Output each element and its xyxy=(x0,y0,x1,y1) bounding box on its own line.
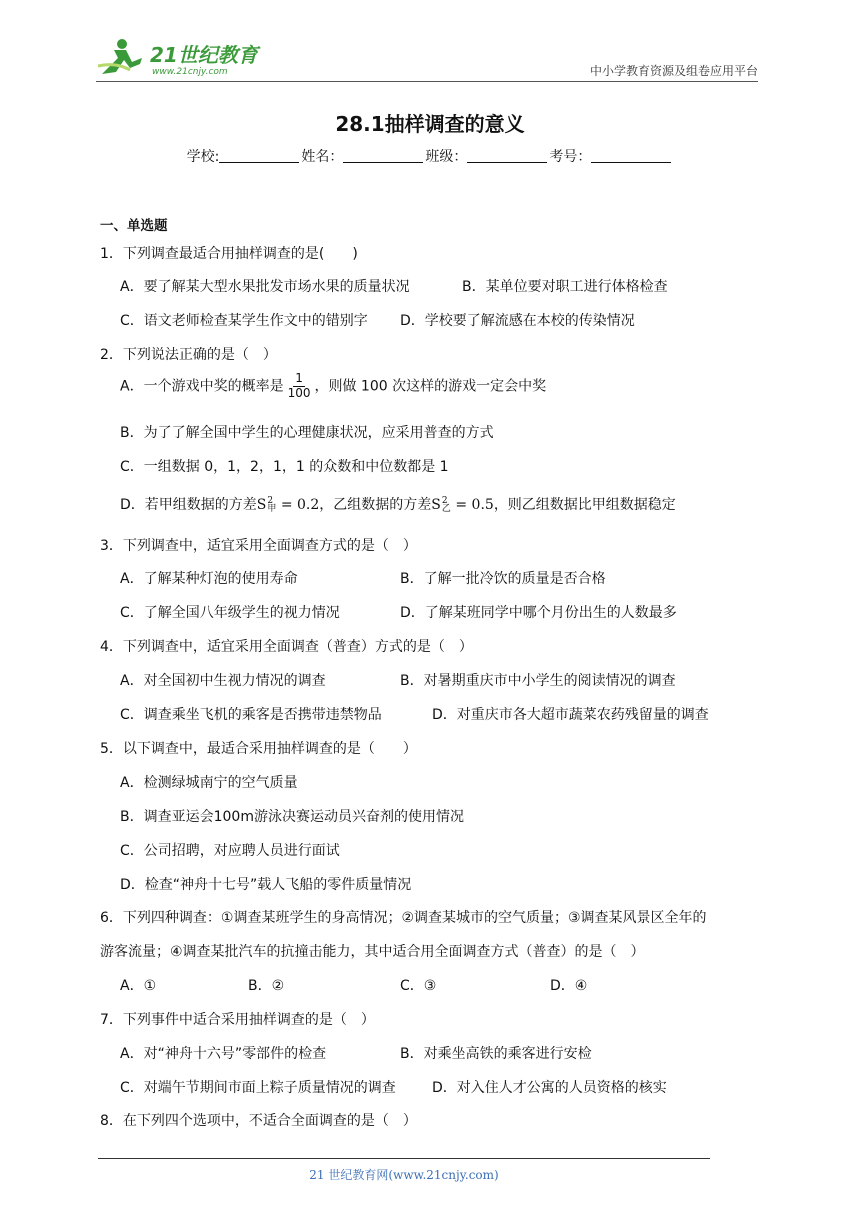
q7-option-c: C．对端午节期间市面上粽子质量情况的调查 xyxy=(120,1080,396,1096)
variance-symbol: S xyxy=(256,497,267,513)
question-8: 8．在下列四个选项中，不适合全面调查的是（ ） xyxy=(100,1113,417,1129)
question-1: 1．下列调查最适合用抽样调查的是( ) xyxy=(100,246,358,262)
question-7: 7．下列事件中适合采用抽样调查的是（ ） xyxy=(100,1012,375,1028)
header-divider xyxy=(96,81,758,82)
student-info xyxy=(0,146,860,166)
fraction xyxy=(286,372,313,401)
footer-divider xyxy=(98,1158,710,1159)
class-label: 班级： xyxy=(425,149,468,165)
q4-option-c: C．调查乘坐飞机的乘客是否携带违禁物品 xyxy=(120,707,382,723)
name-blank xyxy=(343,150,423,163)
q4-option-a: A．对全国初中生视力情况的调查 xyxy=(120,673,326,689)
variance-2 xyxy=(431,497,494,513)
variance-symbol: S xyxy=(431,497,441,513)
q7-option-d: D．对入住人才公寓的人员资格的核实 xyxy=(432,1080,667,1096)
q6-option-a: A．① xyxy=(120,978,157,994)
q2-option-b: B．为了了解全国中学生的心理健康状况，应采用普查的方式 xyxy=(120,425,494,441)
q2-d-text-2: ，乙组数据的方差 xyxy=(319,497,432,513)
q6-option-b: B．② xyxy=(248,978,285,994)
page-header xyxy=(96,36,758,82)
q2-option-d xyxy=(120,494,676,514)
variance-1 xyxy=(257,497,320,513)
q3-option-a: A．了解某种灯泡的使用寿命 xyxy=(120,571,298,587)
q1-option-b: B．某单位要对职工进行体格检查 xyxy=(462,279,668,295)
fraction-denominator: 100 xyxy=(287,385,311,400)
question-2: 2．下列说法正确的是（ ） xyxy=(100,347,277,363)
variance-sub: 乙 xyxy=(441,504,451,514)
q5-option-d: D．检查“神舟十七号”载人飞船的零件质量情况 xyxy=(120,877,412,893)
q5-option-a: A．检测绿城南宁的空气质量 xyxy=(120,775,298,791)
q3-option-c: C．了解全国八年级学生的视力情况 xyxy=(120,605,340,621)
q5-option-c: C．公司招聘，对应聘人员进行面试 xyxy=(120,843,340,859)
variance-value: = 0.2 xyxy=(276,497,320,513)
page-title: 28.1抽样调查的意义 xyxy=(335,112,525,136)
school-blank xyxy=(219,150,299,163)
q2-a-text-2: ，则做 100 次这样的游戏一定会中奖 xyxy=(314,378,547,395)
q3-option-d: D．了解某班同学中哪个月份出生的人数最多 xyxy=(400,605,677,621)
platform-name: 中小学教育资源及组卷应用平台 xyxy=(589,64,758,78)
svg-text:www.21cnjy.com: www.21cnjy.com xyxy=(152,67,228,77)
name-label: 姓名： xyxy=(301,149,344,165)
exam-no-blank xyxy=(591,150,671,163)
variance-sup: 2 xyxy=(441,495,448,506)
school-label: 学校: xyxy=(186,149,220,165)
exam-no-label: 考号： xyxy=(549,149,592,165)
q1-option-a: A．要了解某大型水果批发市场水果的质量状况 xyxy=(120,279,410,295)
footer-link[interactable]: 21 世纪教育网(www.21cnjy.com) xyxy=(309,1168,499,1182)
q4-option-d: D．对重庆市各大超市蔬菜农药残留量的调查 xyxy=(432,707,709,723)
variance-value: = 0.5 xyxy=(450,497,494,513)
fraction-numerator: 1 xyxy=(295,371,303,385)
q3-option-b: B．了解一批冷饮的质量是否合格 xyxy=(400,571,606,587)
svg-text:21世纪教育: 21世纪教育 xyxy=(150,43,258,67)
question-6-cont: 游客流量；④调查某批汽车的抗撞击能力，其中适合用全面调查方式（普查）的是（ ） xyxy=(100,944,645,960)
q6-option-d: D．④ xyxy=(550,978,588,994)
q4-option-b: B．对暑期重庆市中小学生的阅读情况的调查 xyxy=(400,673,676,689)
q2-a-text-1: A．一个游戏中奖的概率是 xyxy=(120,378,284,395)
q2-option-a xyxy=(120,372,546,401)
q2-d-text-3: ，则乙组数据比甲组数据稳定 xyxy=(493,497,676,513)
q1-option-c: C．语文老师检查某学生作文中的错别字 xyxy=(120,313,368,329)
question-3: 3．下列调查中，适宜采用全面调查方式的是（ ） xyxy=(100,538,417,554)
q1-option-d: D．学校要了解流感在本校的传染情况 xyxy=(400,313,635,329)
q7-option-a: A．对“神舟十六号”零部件的检查 xyxy=(120,1046,327,1062)
q6-option-c: C．③ xyxy=(400,978,437,994)
class-blank xyxy=(467,150,547,163)
logo-icon xyxy=(96,36,266,78)
q2-d-text-1: D．若甲组数据的方差 xyxy=(120,497,257,513)
question-6: 6．下列四种调查：①调查某班学生的身高情况；②调查某城市的空气质量；③调查某风景区全年的 xyxy=(100,910,707,926)
variance-sub: 甲 xyxy=(267,504,277,514)
variance-sup: 2 xyxy=(267,495,274,506)
q2-option-c: C．一组数据 0，1，2，1，1 的众数和中位数都是 1 xyxy=(120,459,449,475)
q5-option-b: B．调查亚运会100m游泳决赛运动员兴奋剂的使用情况 xyxy=(120,809,464,825)
question-5: 5．以下调查中，最适合采用抽样调查的是（ ） xyxy=(100,741,417,757)
q7-option-b: B．对乘坐高铁的乘客进行安检 xyxy=(400,1046,592,1062)
section-heading: 一、单选题 xyxy=(100,218,168,234)
question-4: 4．下列调查中，适宜采用全面调查（普查）方式的是（ ） xyxy=(100,639,473,655)
